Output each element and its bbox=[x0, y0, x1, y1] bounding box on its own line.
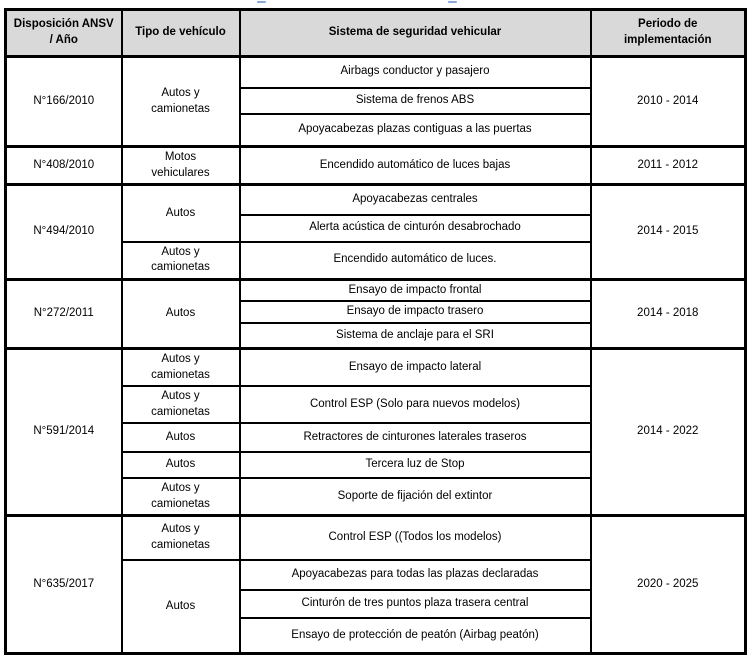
cell-vehicle-type bbox=[122, 516, 240, 560]
vehicle-type-label: Autos y camionetas bbox=[151, 353, 210, 381]
cell-vehicle-type bbox=[122, 57, 240, 147]
cell-disposition: N°272/2011 bbox=[6, 279, 122, 349]
cell-safety-system: Sistema de anclaje para el SRI bbox=[240, 323, 591, 349]
table-row bbox=[6, 516, 746, 560]
cell-disposition: N°408/2010 bbox=[6, 147, 122, 185]
table-row bbox=[6, 57, 746, 88]
col-header-safety-system bbox=[240, 10, 591, 57]
cropped-caption-fragment bbox=[257, 1, 266, 3]
col-header-period-label: Periodo de implementación bbox=[623, 18, 712, 46]
cell-safety-system: Ensayo de impacto frontal bbox=[240, 279, 591, 301]
col-header-disposition bbox=[6, 10, 122, 57]
cell-safety-system: Retractores de cinturones laterales traseros bbox=[240, 423, 591, 452]
cell-vehicle-type bbox=[122, 452, 240, 478]
col-header-safety-system-label: Sistema de seguridad vehicular bbox=[328, 26, 502, 39]
cell-safety-system: Encendido automático de luces bajas bbox=[240, 147, 591, 185]
cell-disposition: N°635/2017 bbox=[6, 516, 122, 654]
cell-period: 2011 - 2012 bbox=[591, 147, 746, 185]
cell-safety-system: Ensayo de protección de peatón (Airbag peatón) bbox=[240, 618, 591, 654]
vehicle-type-label: Autos y camionetas bbox=[151, 245, 210, 274]
cell-disposition: N°166/2010 bbox=[6, 57, 122, 147]
cell-vehicle-type bbox=[122, 386, 240, 423]
cell-vehicle-type bbox=[122, 147, 240, 185]
cell-safety-system: Soporte de fijación del extintor bbox=[240, 478, 591, 516]
cell-safety-system: Airbags conductor y pasajero bbox=[240, 57, 591, 88]
cell-period: 2014 - 2022 bbox=[591, 349, 746, 516]
cell-vehicle-type bbox=[122, 423, 240, 452]
col-header-period bbox=[591, 10, 746, 57]
vehicle-type-label: Autos bbox=[165, 430, 196, 443]
cell-vehicle-type bbox=[122, 279, 240, 349]
vehicle-type-label: Motos vehiculares bbox=[151, 151, 210, 179]
cell-safety-system: Apoyacabezas plazas contiguas a las puertas bbox=[240, 114, 591, 147]
vehicle-type-label: Autos y camionetas bbox=[151, 482, 210, 510]
cropped-caption-fragment bbox=[448, 1, 457, 3]
col-header-vehicle-type bbox=[122, 10, 240, 57]
vehicle-type-label: Autos bbox=[165, 307, 196, 320]
table-row bbox=[6, 349, 746, 387]
cell-safety-system: Alerta acústica de cinturón desabrochado bbox=[240, 215, 591, 242]
vehicle-type-label: Autos y camionetas bbox=[151, 86, 210, 115]
cell-safety-system: Encendido automático de luces. bbox=[240, 242, 591, 280]
vehicle-type-label: Autos y camionetas bbox=[151, 523, 210, 551]
cell-period: 2020 - 2025 bbox=[591, 516, 746, 654]
cell-vehicle-type bbox=[122, 349, 240, 387]
vehicle-type-label: Autos bbox=[165, 599, 196, 612]
cell-safety-system: Apoyacabezas centrales bbox=[240, 185, 591, 215]
cell-disposition: N°494/2010 bbox=[6, 185, 122, 280]
cell-safety-system: Cinturón de tres puntos plaza trasera central bbox=[240, 590, 591, 618]
cell-period: 2014 - 2018 bbox=[591, 279, 746, 349]
cell-vehicle-type bbox=[122, 560, 240, 654]
table-row bbox=[6, 185, 746, 215]
cell-period: 2010 - 2014 bbox=[591, 57, 746, 147]
table-row bbox=[6, 279, 746, 301]
cell-safety-system: Tercera luz de Stop bbox=[240, 452, 591, 478]
col-header-vehicle-type-label: Tipo de vehículo bbox=[135, 26, 226, 39]
vehicle-safety-regulations-table bbox=[4, 8, 747, 655]
col-header-disposition-label: Disposición ANSV / Año bbox=[13, 18, 114, 46]
vehicle-type-label: Autos y camionetas bbox=[151, 390, 210, 418]
cell-safety-system: Ensayo de impacto trasero bbox=[240, 301, 591, 323]
table-row bbox=[6, 147, 746, 185]
cell-safety-system: Ensayo de impacto lateral bbox=[240, 349, 591, 387]
cell-vehicle-type bbox=[122, 242, 240, 280]
cell-vehicle-type bbox=[122, 478, 240, 516]
cell-safety-system: Control ESP (Solo para nuevos modelos) bbox=[240, 386, 591, 423]
cell-period: 2014 - 2015 bbox=[591, 185, 746, 280]
header-row bbox=[6, 10, 746, 57]
cell-safety-system: Control ESP ((Todos los modelos) bbox=[240, 516, 591, 560]
vehicle-type-label: Autos bbox=[165, 458, 196, 471]
cell-safety-system: Sistema de frenos ABS bbox=[240, 88, 591, 114]
cell-safety-system: Apoyacabezas para todas las plazas declaradas bbox=[240, 560, 591, 590]
cell-disposition: N°591/2014 bbox=[6, 349, 122, 516]
vehicle-type-label: Autos bbox=[165, 206, 196, 219]
cell-vehicle-type bbox=[122, 185, 240, 242]
